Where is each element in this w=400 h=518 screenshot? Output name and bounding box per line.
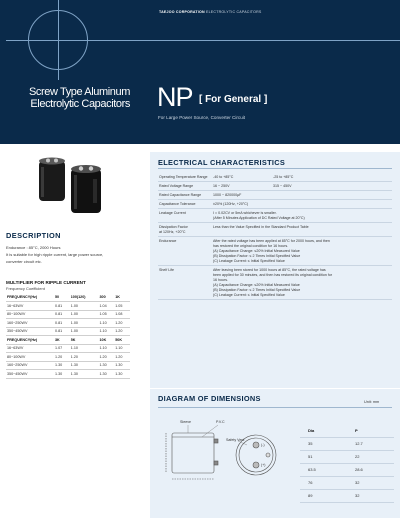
spec-line: (C) Leakage Current: ≤ Initial Specified Value (213, 259, 285, 263)
capacitor-product-image (27, 157, 127, 217)
spec-value (212, 237, 392, 266)
table-cell: 10K (98, 336, 114, 345)
table-row (300, 450, 394, 463)
table-cell: 0.81 (54, 310, 70, 319)
p-cell: 22 (347, 450, 394, 463)
p-cell: 32 (347, 489, 394, 502)
description-heading: DESCRIPTION (6, 231, 61, 240)
label-safety-vent: Safety Vent (226, 438, 245, 442)
dia-cell: 89 (300, 489, 347, 502)
table-cell: 160~250WV (6, 319, 54, 328)
spec-value: Less than the Value Specified in the Standard Product Table (212, 223, 392, 237)
table-row (6, 370, 130, 379)
series-tag: [ For General ] (198, 94, 268, 105)
table-row (6, 302, 130, 311)
table-cell: 1.20 (114, 327, 130, 336)
table-row (158, 191, 392, 200)
spec-line: (B) Dissipation Factor: ≤ 2 Times Initial Specified Value (213, 254, 301, 258)
table-cell: 1.05 (98, 310, 114, 319)
dia-cell: 63.5 (300, 463, 347, 476)
label-pvc: P.V.C (216, 420, 225, 424)
electrical-heading: ELECTRICAL CHARACTERISTICS (158, 158, 286, 167)
table-cell: 1.20 (114, 353, 130, 362)
column-header-dia: Dia (300, 424, 347, 437)
table-cell: 1.00 (70, 319, 99, 328)
table-cell: 5K (70, 336, 99, 345)
table-cell: 1.10 (98, 319, 114, 328)
table-row (6, 319, 130, 328)
capacitor-side-view (166, 433, 218, 479)
table-row (6, 310, 130, 319)
header-rule (6, 40, 400, 41)
table-cell: 3K (54, 336, 70, 345)
dimensions-table (300, 424, 394, 503)
table-header-row (6, 293, 130, 302)
table-cell: 0.81 (54, 319, 70, 328)
table-cell: 300 (98, 293, 114, 302)
table-row (158, 209, 392, 223)
table-row (158, 182, 392, 191)
p-cell: 32 (347, 476, 394, 489)
table-cell: 1.04 (98, 302, 114, 311)
table-cell: 1.30 (54, 361, 70, 370)
spec-value: 1000 ~ 820000μF (212, 191, 392, 200)
table-header-row (6, 336, 130, 345)
spec-value (212, 266, 392, 300)
table-row (6, 353, 130, 362)
table-cell: 1.30 (98, 361, 114, 370)
spec-line: I = 0.02CV or 5mA whichever is smaller. (213, 211, 277, 215)
table-cell: 1.10 (98, 327, 114, 336)
table-cell: FREQUENCY(Hz) (6, 336, 54, 345)
ripple-heading-title: MULTIPLIER FOR RIPPLE CURRENT (6, 280, 86, 285)
spec-line: (C) Leakage Current: ≤ Initial Specified Value (213, 293, 285, 297)
table-cell: 1.20 (98, 353, 114, 362)
capacitor-front (71, 165, 101, 213)
spec-value: 315 ~ 450V (272, 182, 392, 191)
section-rule (158, 407, 392, 408)
description-line: It is suitable for high ripple current, large power source, (6, 252, 104, 257)
spec-line: (B) Dissipation Factor: ≤ 2 Times Initial Specified Value (213, 288, 301, 292)
table-cell: 350~450WV (6, 327, 54, 336)
table-cell: 1.10 (98, 344, 114, 353)
table-cell: 1.20 (70, 353, 99, 362)
table-cell: 1.10 (70, 344, 99, 353)
table-cell: 1.07 (54, 344, 70, 353)
spec-value: 16 ~ 250V (212, 182, 272, 191)
spec-label-line: at 120Hz, +20°C (159, 230, 186, 234)
table-cell: 16~63WV (6, 302, 54, 311)
spec-line: has restored the original condition for 16 hours. (213, 244, 289, 248)
table-cell: 0.81 (54, 327, 70, 336)
label-plus: (+) (261, 463, 266, 467)
spec-label: Operating Temperature Range (158, 173, 212, 182)
dia-cell: 76 (300, 476, 347, 489)
table-cell: 100(120) (70, 293, 99, 302)
dimensions-heading: DIAGRAM OF DIMENSIONS (158, 394, 261, 403)
dia-cell: 51 (300, 450, 347, 463)
corporation-label (159, 10, 262, 14)
spec-line: (After 5 Minutes Application of DC Rated Voltage at 20°C) (213, 216, 305, 220)
label-minus: (-) (261, 443, 265, 447)
spec-line: 16 hours. (213, 278, 228, 282)
table-cell: 1.10 (114, 344, 130, 353)
electrical-characteristics-table (158, 173, 392, 300)
table-cell: 1.00 (70, 327, 99, 336)
spec-line: (A) Capacitance Change: ≤20% Initial Measured Value (213, 283, 300, 287)
table-cell: 1.20 (114, 319, 130, 328)
p-cell: 12.7 (347, 437, 394, 450)
column-header-p: P (347, 424, 394, 437)
spec-label (158, 223, 212, 237)
table-cell: 1.08 (114, 310, 130, 319)
table-cell: 1.00 (70, 302, 99, 311)
table-row (158, 223, 392, 237)
spec-line: been applied for 30 minutes, and then has restored its original condition for (213, 273, 333, 277)
table-cell: 1.30 (70, 361, 99, 370)
table-cell: 1.30 (54, 370, 70, 379)
table-row (300, 476, 394, 489)
table-cell: 80~100WV (6, 310, 54, 319)
dia-cell: 35 (300, 437, 347, 450)
table-row (158, 173, 392, 182)
corp-product: ELECTROLYTIC CAPACITORS (206, 10, 262, 14)
ripple-heading-subtitle: Frequency Coefficient (6, 286, 45, 291)
product-family-line1: Screw Type Aluminum (28, 86, 130, 98)
spec-value (212, 209, 392, 223)
corp-name: TAEJOO CORPORATION (159, 10, 205, 14)
product-family-title (6, 86, 130, 110)
product-family-line2: Electrolytic Capacitors (30, 98, 130, 110)
table-cell: 1.05 (114, 302, 130, 311)
table-cell: 1.00 (70, 310, 99, 319)
table-cell: 1.20 (54, 353, 70, 362)
table-row (300, 437, 394, 450)
section-rule (158, 168, 392, 169)
header-band (0, 0, 400, 144)
series-code: NP (157, 82, 193, 112)
table-cell: 1.30 (70, 370, 99, 379)
table-cell: 160~250WV (6, 361, 54, 370)
table-row (6, 361, 130, 370)
label-sleeve: Sleeve (180, 420, 191, 424)
spec-label: Capacitance Tolerance (158, 200, 212, 209)
spec-value: -25 to +85°C (272, 173, 392, 182)
spec-label: Leakage Current (158, 209, 212, 223)
spec-value: ±20% (120Hz, +20°C) (212, 200, 392, 209)
spec-label: Rated Capacitance Range (158, 191, 212, 200)
ripple-multiplier-table (6, 293, 130, 379)
spec-line: After the rated voltage has been applied at 85°C for 2000 hours, and then (213, 239, 330, 243)
table-row (6, 344, 130, 353)
table-cell: 16~63WV (6, 344, 54, 353)
description-line: converter circuit etc. (6, 259, 42, 264)
series-title (157, 82, 267, 113)
table-header-row (300, 424, 394, 437)
table-cell: 0.81 (54, 302, 70, 311)
description-line: Endurance : 85°C, 2000 Hours (6, 245, 61, 250)
series-subtitle: For Large Power Source, Converter Circuit (158, 115, 246, 120)
spec-label: Rated Voltage Range (158, 182, 212, 191)
table-row (158, 266, 392, 300)
dimension-diagram (158, 415, 288, 495)
capacitor-back (39, 158, 65, 202)
table-row (300, 489, 394, 502)
spec-label: Shelf Life (158, 266, 212, 300)
description-text (6, 244, 146, 265)
table-cell: 1.30 (114, 370, 130, 379)
table-cell: 50K (114, 336, 130, 345)
spec-line: (A) Capacitance Change: ≤20% Initial Measured Value (213, 249, 300, 253)
spec-line: After leaving been stored for 1000 hours at 85°C, the rated voltage has (213, 268, 326, 272)
spec-value: -40 to +85°C (212, 173, 272, 182)
table-cell: 1.30 (114, 361, 130, 370)
table-row (158, 237, 392, 266)
table-cell: 350~450WV (6, 370, 54, 379)
units-label: Unit: mm (364, 400, 380, 404)
table-cell: 1K (114, 293, 130, 302)
table-cell: 80~100WV (6, 353, 54, 362)
p-cell: 28.6 (347, 463, 394, 476)
table-row (158, 200, 392, 209)
table-row (300, 463, 394, 476)
table-cell: FREQUENCY(Hz) (6, 293, 54, 302)
table-cell: 50 (54, 293, 70, 302)
header-vertical-rule (58, 0, 59, 80)
table-cell: 1.30 (98, 370, 114, 379)
spec-label-line: Dissipation Factor (159, 225, 188, 229)
table-row (6, 327, 130, 336)
ripple-multiplier-heading (6, 280, 146, 292)
spec-label: Endurance (158, 237, 212, 266)
